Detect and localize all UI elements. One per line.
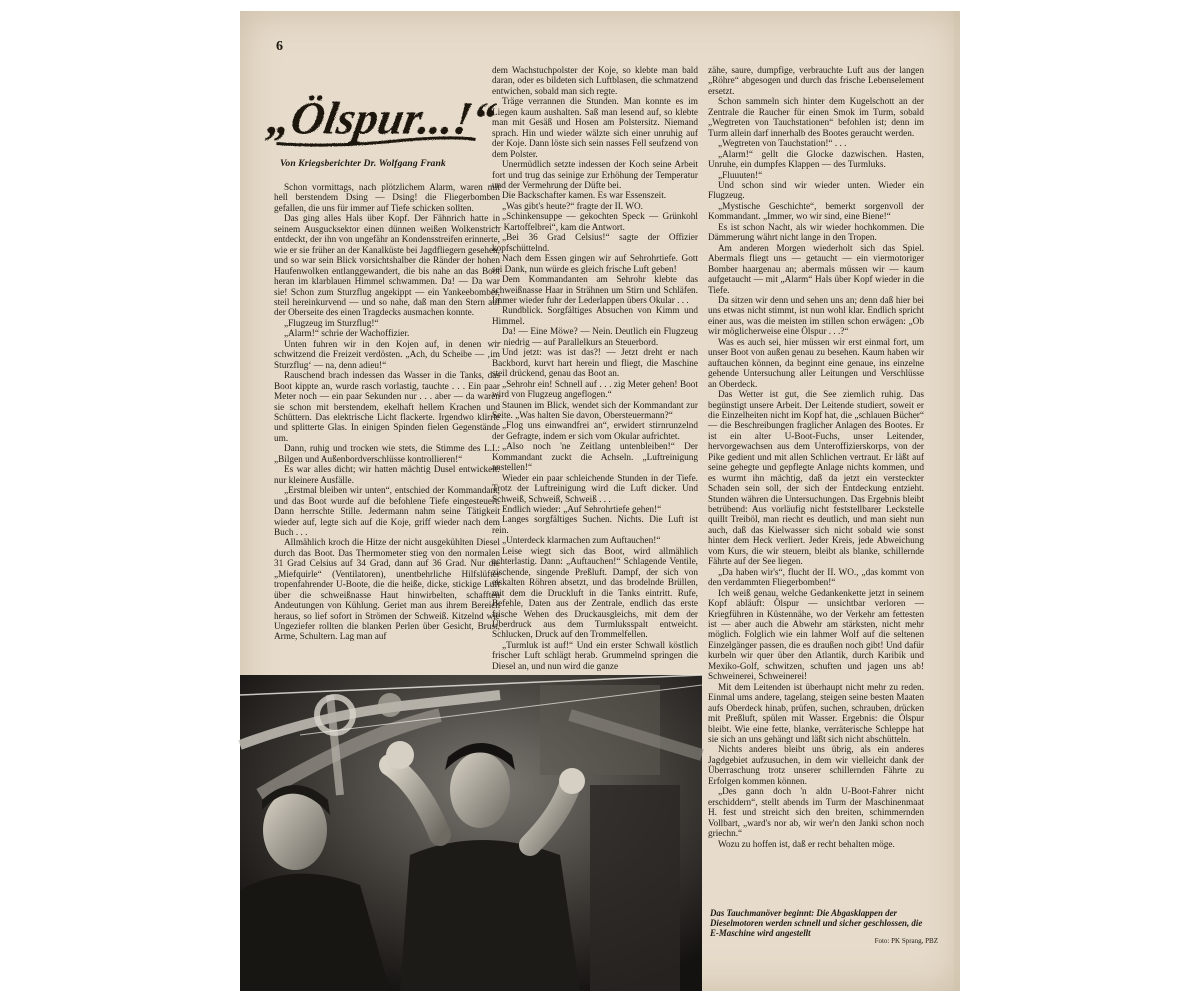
paragraph: „Fluuuten!“ (718, 170, 763, 181)
svg-text:„Ölspur...!“: „Ölspur...!“ (263, 93, 499, 144)
paragraph: Ich weiß genau, welche Gedankenkette jetzt in seinem Kopf abläuft: Ölspur — unsichtbar verloren — Kriegführen in Küstennähe, wo der Verkehr am fettesten ist — aber auch die Abwehr am stärksten, nicht mehr möglich. Folglich wie ein lahmer Wolf auf die seltenen Einzelgänger passen, die es draußen noch gibt! Und dafür kurbeln wir quer über den Atlantik, durch Karibik und Mexiko-Golf, schwitzen, schuften und jagen uns ab! Schweinerei, Schweinerei! (708, 588, 924, 683)
paragraph: Nichts anderes bleibt uns übrig, als ein anderes Jagdgebiet aufzusuchen, in dem wir vielleicht dank der Überraschung trotz unserer schillernden Fährte zu Erfolgen kommen können. (708, 745, 924, 787)
paragraph: zähe, saure, dumpfige, verbrauchte Luft aus der langen „Röhre“ abgesogen und durch das frische Lebenselement ersetzt. (708, 66, 924, 97)
paragraph: Das ging alles Hals über Kopf. Der Fähnrich hatte in seinem Ausgucksektor einen dünnen weißen Wolkenstrich entdeckt, der ihn von ungefähr an Kondensstreifen erinnerte, wie er sie früher an der Kanalküste bei Jagdfliegern gesehen, und so war sein Blick vorsichtshalber die Ränder der hohen Haufenwolken entlanggewandert, die bis nahe an das Boot heran im klarblauen Himmel schwammen. Da! — Da war sie! Schon zum Sturzflug angekippt — ein Yankeebomber, steil hereinkurvend — und so nahe, daß man den Stern auf der Oberseite des einen Tragdecks ausmachen konnte. (274, 214, 500, 319)
paragraph: Rauschend brach indessen das Wasser in die Tanks, das Boot kippte an, wurde rasch vorlastig, tauchte . . . Ein paar Meter noch — ein paar Sekunden nur . . . aber — da waren sie schon mit berstendem, ekelhaft hellem Krachen und Schüttern. Das elektrische Licht flackerte. Irgendwo klirrte und splitterte Glas. In einigen Spinden fielen Gegenstände um. (274, 371, 500, 444)
paragraph: Am anderen Morgen wiederholt sich das Spiel. Abermals fliegt uns — getaucht — ein viermotoriger Bomber haargenau an; abermals müssen wir — kaum aufgetaucht — mit „Alarm“ Hals über Kopf wieder in die Tiefe. (708, 243, 924, 296)
submarine-crew-photo (240, 675, 702, 991)
paragraph: Nach dem Essen gingen wir auf Sehrohrtiefe. Gott sei Dank, nun würde es gleich frische Luft geben! (492, 254, 698, 275)
paragraph: Es war alles dicht; wir hatten mächtig Dusel entwickelt: nur kleinere Ausfälle. (274, 465, 500, 486)
paragraph: „Alarm!“ schrie der Wachoffizier. (284, 329, 410, 340)
page-number: 6 (276, 39, 283, 54)
paragraph: „Schinkensuppe — gekochten Speck — Grünkohl — Kartoffelbrei“, kam die Antwort. (492, 212, 698, 233)
paragraph: „Turmluk ist auf!“ Und ein erster Schwall köstlich frischer Luft schlägt herab. Grummelnd springen die Diesel an, und nun wird die ganze (492, 640, 698, 672)
paragraph: Schon vormittags, nach plötzlichem Alarm, waren mit hell berstendem Dsing — Dsing! die Fliegerbomben gefallen, die uns für immer auf Tiefe schicken sollten. (274, 183, 500, 214)
magazine-page (240, 11, 960, 991)
article-column-3 (708, 66, 924, 896)
paragraph: „Was gibt's heute?“ fragte der II. WO. (502, 201, 643, 212)
paragraph: Wieder ein paar schleichende Stunden in der Tiefe. Trotz der Luftreinigung wird die Luft dicker. Und Schweiß, Schweiß, Schweiß . . . (492, 473, 698, 505)
paragraph: „Also noch 'ne Zeitlang untenbleiben!“ Der Kommandant zuckt die Achseln. „Luftreinigung anstellen!“ (492, 442, 698, 474)
paragraph: Was es auch sei, hier müssen wir erst einmal fort, um unser Boot von außen genau zu besehen. Kaum haben wir auftauchen können, da beginnt eine genaue, ins einzelne gehende Untersuchung aller Leitungen und Verschlüsse an Oberdeck. (708, 337, 924, 390)
paragraph: Mit dem Leitenden ist überhaupt nicht mehr zu reden. Einmal ums andere, tagelang, steigen seine besten Maaten aufs Oberdeck hinab, prüfen, suchen, schrauben, drücken mit Preßluft, spülen mit Wasser. Ergebnis: die Ölspur bleibt. Wie eine fette, blanke, verräterische Schleppe hat sie sich an uns gehängt und läßt sich nicht abschütteln. (708, 682, 924, 745)
paragraph: Das Wetter ist gut, die See ziemlich ruhig. Das begünstigt unsere Arbeit. Der Leitende studiert, soweit er die Einzelheiten nicht im Kopf hat, die „schlauen Bücher“ — die Beschreibungen fraglicher Anlagen des Bootes. Er ist ein alter U-Boot-Fuchs, unser Leitender, hervorgewachsen aus dem Unteroffizierskorps, von der Pike gedient und mit allen Schlichen vertraut. Er läßt auf seine gehegte und gepflegte Anlage nichts kommen, und es wurmt ihn mächtig, daß da jetzt ein versteckter Schaden sein soll, der sich der Entdeckung entzieht. Stunden währen die Untersuchungen. Das Ergebnis bleibt betrübend: Aus vorläufig nicht feststellbarer Leckstelle quillt Treiböl, man riecht es deutlich, und man sieht nun auch, daß das Kielwasser sich nicht sobald wie sonst hinter dem Heck verliert. Jeder Kreis, jede Abweichung vom Kurs, die wir steuern, bleibt als blanke, schillernde Fährte auf der See liegen. (708, 390, 924, 568)
paragraph: Da sitzen wir denn und sehen uns an; denn daß hier bei uns etwas nicht stimmt, ist nun wohl klar. Endlich spricht einer aus, was die meisten im stillen schon erwägen: „Ob wir möglicherweise eine Ölspur . . .?“ (708, 295, 924, 338)
paragraph: Allmählich kroch die Hitze der nicht ausgekühlten Diesel durch das Boot. Das Thermometer stieg von den normalen 31 Grad Celsius auf 34 Grad, dann auf 36 Grad. Nur die „Miefquirle“ (Ventilatoren), unentbehrliche Hilfslüfter tropenfahrender U-Boote, die die heiße, dicke, stickige Luft über die schweißnasse Haut hinwirbelten, schafften Andeutungen von Kühlung. Geriet man aus ihrem Bereich heraus, so lief sofort in Strömen der Schweiß. Kitzelnd wie Ungeziefer rollten die blanken Perlen über Gesicht, Brust, Arme, Schultern. Lag man auf (274, 538, 500, 643)
paragraph: „Da haben wir's“, flucht der II. WO., „das kommt von den verdammten Fliegerbomben!“ (708, 567, 924, 589)
paragraph: „Mystische Geschichte“, bemerkt sorgenvoll der Kommandant. „Immer, wo wir sind, eine Biene!“ (708, 201, 924, 223)
paragraph: „Sehrohr ein! Schnell auf . . . zig Meter gehen! Boot wird von Flugzeug angeflogen.“ (492, 379, 698, 401)
paragraph: Unermüdlich setzte indessen der Koch seine Arbeit fort und trug das seinige zur Erhöhung der Temperatur und der Vermehrung der Düfte bei. (492, 160, 698, 191)
page-edge (954, 11, 960, 991)
paragraph: „Wegtreten von Tauchstation!“ . . . (718, 139, 847, 150)
paragraph: Endlich wieder: „Auf Sehrohrtiefe gehen!“ (502, 505, 662, 516)
photo-caption: Das Tauchmanöver beginnt: Die Abgasklappen der Dieselmotoren werden schnell und sicher geschlossen, die E-Maschine wird angestellt (710, 908, 923, 939)
paragraph: „Des gann doch 'n aldn U-Boot-Fahrer nicht erschiddern“, stellt abends im Turm der Maschinenmaat H. fest und streicht sich den breiten, schimmernden Vollbart, „ward's nor ab, wir wer'n den Janki schon noch griechn.“ (708, 787, 924, 840)
paragraph: Es ist schon Nacht, als wir wieder hochkommen. Die Dämmerung währt nicht lange in den Tropen. (708, 222, 924, 244)
paragraph: Rundblick. Sorgfältiges Absuchen von Kimm und Himmel. (492, 306, 698, 327)
paragraph: Schon sammeln sich hinter dem Kugelschott an der Zentrale die Raucher für einen Smok im Turm, sobald „Wegtreten von Tauchstationen“ befohlen ist; denn im Turm allein darf innerhalb des Bootes geraucht werden. (708, 97, 924, 139)
article-column-1 (274, 183, 500, 681)
paragraph: Und schon sind wir wieder unten. Wieder ein Flugzeug. (708, 180, 924, 202)
paragraph: Staunen im Blick, wendet sich der Kommandant zur Seite. „Was halten Sie davon, Obersteuermann?“ (492, 400, 698, 421)
paragraph: „Bei 36 Grad Celsius!“ sagte der Offizier kopfschüttelnd. (492, 233, 698, 254)
paragraph: „Unterdeck klarmachen zum Auftauchen!“ (502, 536, 661, 547)
paragraph: Unten fuhren wir in den Kojen auf, in denen wir schwitzend die Freizeit verdösten. „Ach, du Scheibe — ‚im Sturzflug‘ — na, denn adieu!“ (274, 339, 500, 371)
paragraph: Langes sorgfältiges Suchen. Nichts. Die Luft ist rein. (492, 515, 698, 536)
paragraph: dem Wachstuchpolster der Koje, so klebte man bald daran, oder es bildeten sich Luftblasen, die schmatzend entwichen, sobald man sich regte. (492, 66, 698, 97)
headline-lettering (263, 73, 499, 151)
paragraph: Dann, ruhig und trocken wie stets, die Stimme des L.I.: „Bilgen und Außenbordverschlüsse kontrollieren!“ (274, 444, 500, 465)
paragraph: Träge verrannen die Stunden. Man konnte es im Liegen kaum aushalten. Saß man lesend auf, so klebte man mit Gesäß und Hosen am Polstersitz. Niemand sprach. Hin und wieder wälzte sich einer unruhig auf der Koje. Dann löste sich sein nasses Fell seufzend von dem Polster. (492, 97, 698, 160)
paragraph: Und jetzt: was ist das?! — Jetzt dreht er nach Backbord, kurvt hart herein und fliegt, die Maschine steil drückend, genau das Boot an. (492, 348, 698, 380)
paragraph: „Flog uns einwandfrei an“, erwidert stirnrunzelnd der Gefragte, indem er sich vom Okular aufrichtet. (492, 421, 698, 442)
headline (263, 73, 499, 151)
byline: Von Kriegsberichter Dr. Wolfgang Frank (280, 158, 446, 169)
photo-credit: Foto: PK Sprang, PBZ (874, 937, 938, 945)
paragraph: „Erstmal bleiben wir unten“, entschied der Kommandant, und das Boot wurde auf die befohlene Tiefe eingesteuert. Dann herrschte Stille. Jedermann nahm seine Tätigkeit wieder auf, legte sich auf die Koje, griff wieder nach dem Buch . . . (274, 486, 500, 538)
photo-image (240, 675, 702, 991)
paragraph: Dem Kommandanten am Sehrohr klebte das schweißnasse Haar in Strähnen um Stirn und Schläfen. Immer wieder fuhr der Lederlappen übers Okular . . . (492, 275, 698, 306)
paragraph: Wozu zu hoffen ist, daß er recht behalten möge. (718, 839, 895, 850)
paragraph: Da! — Eine Möwe? — Nein. Deutlich ein Flugzeug — niedrig — auf Parallelkurs an Steuerbord. (492, 327, 698, 348)
paragraph: Die Backschafter kamen. Es war Essenszeit. (502, 191, 667, 202)
paragraph: Leise wiegt sich das Boot, wird allmählich achterlastig. Dann: „Auftauchen!“ Schlagende Ventile, zischende, singende Preßluft. Dampf, der sich von eiskalten Röhren absetzt, und das brodelnde Brüllen, mit dem die Druckluft in die Tanks eintritt. Rufe, Befehle, Daten aus der Zentrale, endlich das erste frische Wehen des Druckausgleichs, mit dem der Überdruck aus dem Turmluksspalt entweicht. Schlucken, Druck auf den Trommelfellen. (492, 546, 698, 641)
paragraph: „Alarm!“ gellt die Glocke dazwischen. Hasten, Unruhe, ein dumpfes Klappen — des Turmluks. (708, 149, 924, 171)
article-column-2 (492, 66, 698, 681)
paragraph: „Flugzeug im Sturzflug!“ (284, 318, 379, 329)
